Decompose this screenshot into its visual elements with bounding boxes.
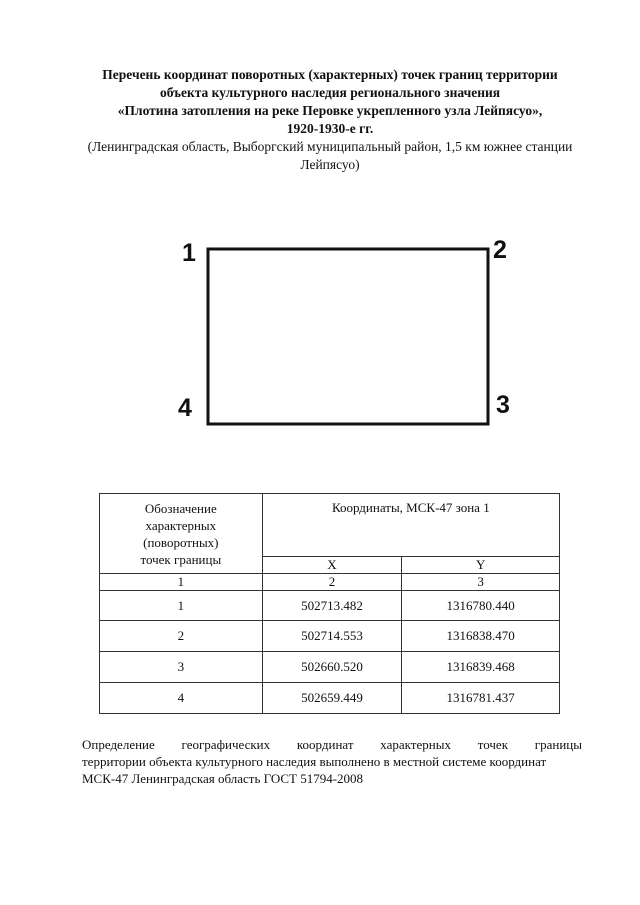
header-coordinates: Координаты, МСК-47 зона 1 <box>262 494 559 557</box>
note-line: территории объекта культурного наследия выполнено в местной системе координат <box>82 754 547 769</box>
header-x: X <box>262 557 402 574</box>
index-cell: 1 <box>100 574 263 591</box>
table-row <box>100 652 560 683</box>
point-label-4: 4 <box>178 394 192 422</box>
title-line: Перечень координат поворотных (характерных) точек границ территории <box>102 67 558 82</box>
header-y: Y <box>402 557 560 574</box>
x-cell: 502659.449 <box>262 683 402 714</box>
index-cell: 2 <box>262 574 402 591</box>
header-designation-line: Обозначение <box>144 500 217 516</box>
note-line: МСК-47 Ленинградская область ГОСТ 51794-2008 <box>82 771 364 786</box>
y-cell: 1316839.468 <box>402 652 560 683</box>
boundary-diagram <box>170 228 520 438</box>
header-designation-line: (поворотных) <box>143 534 219 550</box>
table-row <box>100 683 560 714</box>
boundary-rectangle <box>208 249 488 424</box>
document-title <box>60 66 600 174</box>
table-row <box>100 591 560 621</box>
title-line: «Плотина затопления на реке Перовке укрепленного узла Лейпясуо», <box>117 103 543 118</box>
point-label-3: 3 <box>496 391 510 419</box>
title-line: 1920-1930-е гг. <box>286 121 374 136</box>
x-cell: 502660.520 <box>262 652 402 683</box>
note-line: Определение географических координат характерных точек границы <box>82 737 582 752</box>
subtitle-line: Лейпясуо) <box>300 157 360 172</box>
y-cell: 1316781.437 <box>402 683 560 714</box>
point-label-1: 1 <box>182 239 196 267</box>
header-designation-line: точек границы <box>140 551 222 567</box>
point-cell: 4 <box>100 683 263 714</box>
title-line: объекта культурного наследия регионального значения <box>159 85 501 100</box>
table-row <box>100 621 560 652</box>
subtitle-line: (Ленинградская область, Выборгский муниципальный район, 1,5 км южнее станции <box>87 139 573 154</box>
header-designation <box>100 494 263 574</box>
header-designation-line: характерных <box>145 517 217 533</box>
y-cell: 1316780.440 <box>402 591 560 621</box>
point-cell: 3 <box>100 652 263 683</box>
x-cell: 502713.482 <box>262 591 402 621</box>
method-note <box>82 736 582 787</box>
x-cell: 502714.553 <box>262 621 402 652</box>
point-cell: 2 <box>100 621 263 652</box>
y-cell: 1316838.470 <box>402 621 560 652</box>
coordinates-table <box>99 493 560 714</box>
index-cell: 3 <box>402 574 560 591</box>
point-label-2: 2 <box>493 236 507 264</box>
point-cell: 1 <box>100 591 263 621</box>
